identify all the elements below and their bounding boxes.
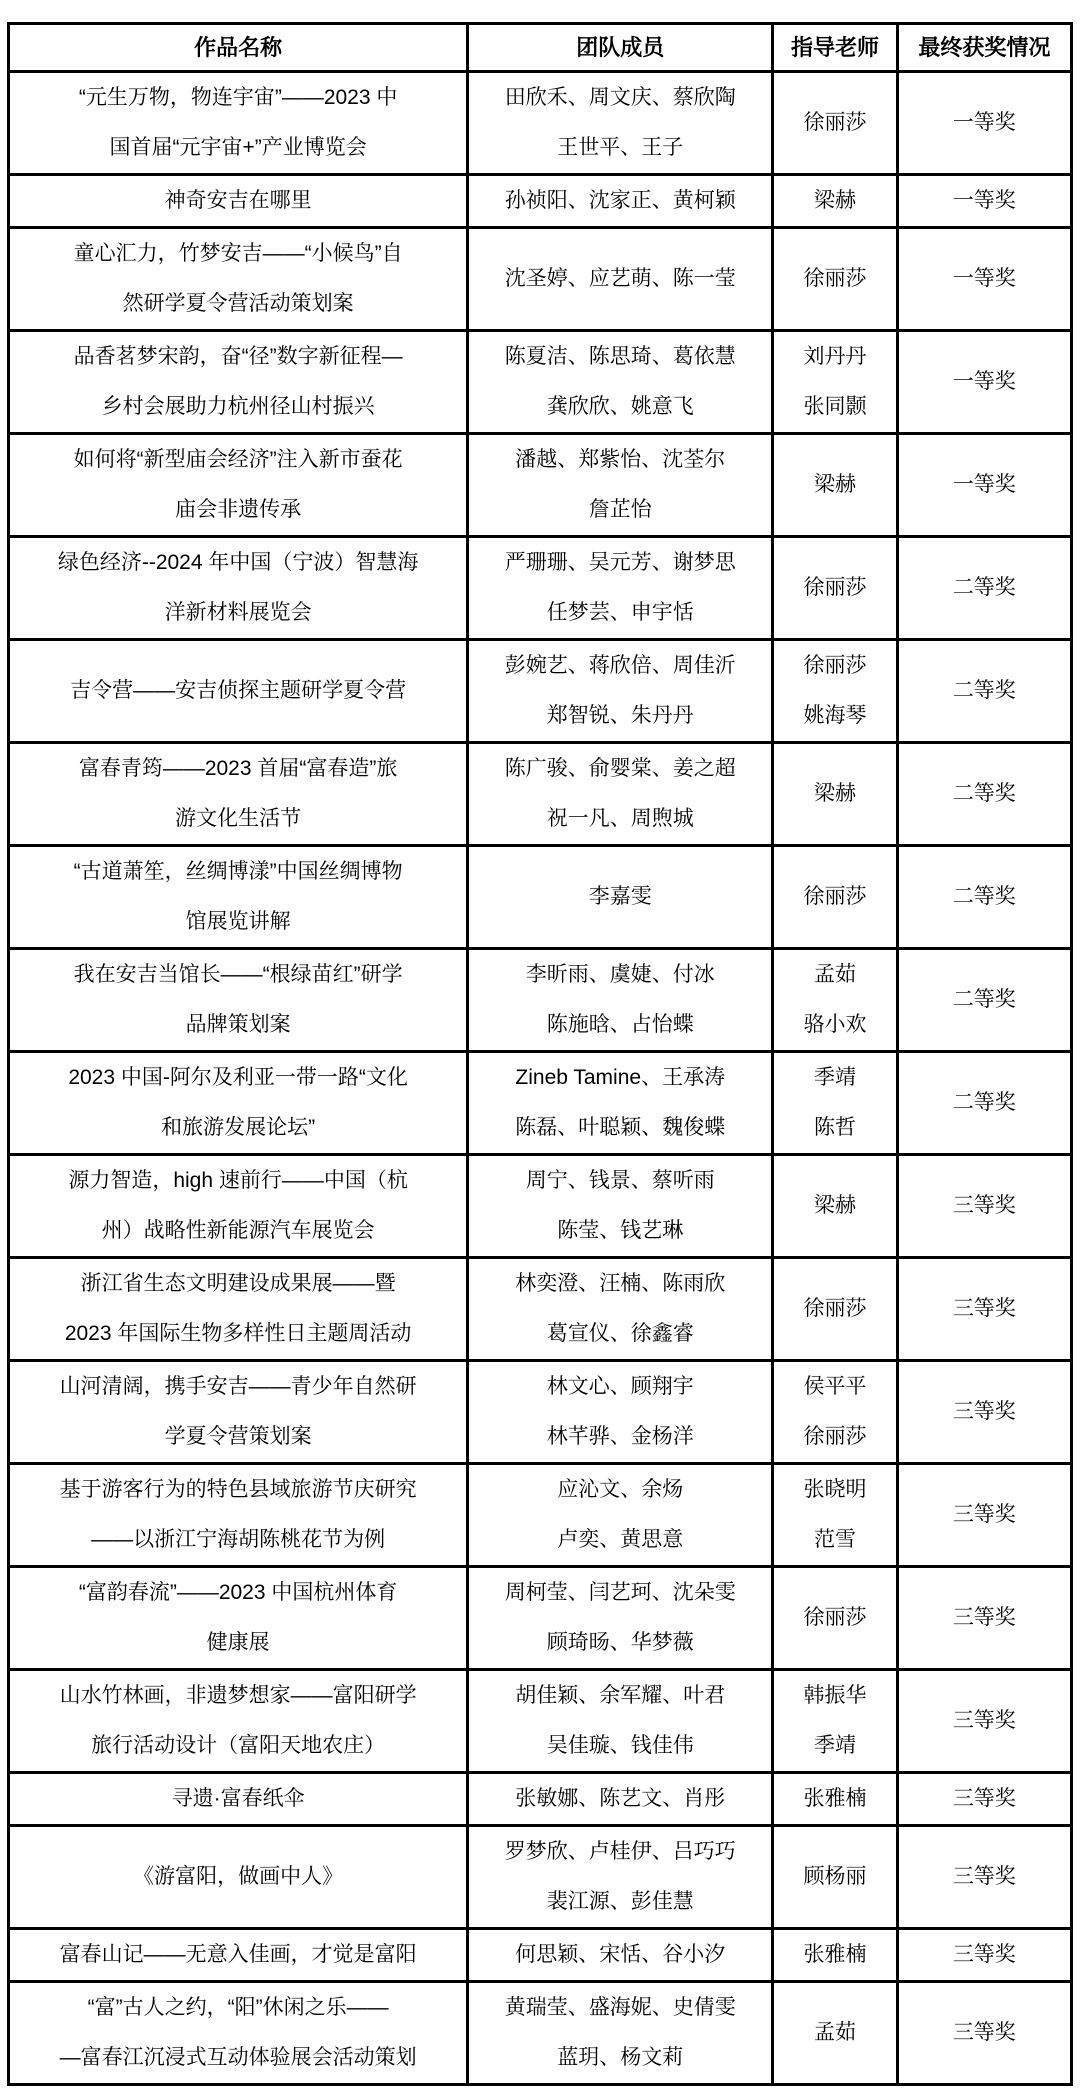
work-name-cell-line: 然研学夏令营活动策划案 [122, 292, 354, 315]
award-cell [897, 640, 1071, 743]
advisor-cell-line: 徐丽莎 [803, 1425, 867, 1448]
award-cell-line: 三等奖 [952, 1787, 1016, 1810]
advisor-cell [773, 72, 897, 175]
awards-table-header [9, 24, 1072, 72]
work-name-cell [9, 1982, 468, 2085]
team-members-cell [468, 1052, 773, 1155]
table-row [9, 1258, 1072, 1361]
table-row [9, 1929, 1072, 1982]
work-name-cell [9, 1361, 468, 1464]
work-name-cell-line: 基于游客行为的特色县域旅游节庆研究 [59, 1478, 417, 1501]
team-members-cell [468, 1826, 773, 1929]
team-members-cell [468, 228, 773, 331]
team-members-cell-line: 龚欣欣、姚意飞 [546, 395, 694, 418]
team-members-cell-line: 何思颖、宋恬、谷小汐 [515, 1943, 726, 1966]
award-cell-line: 三等奖 [952, 2021, 1016, 2044]
work-name-cell-line: 源力智造，high 速前行——中国（杭 [68, 1169, 408, 1192]
awards-table-body [9, 72, 1072, 2085]
award-cell [897, 1258, 1071, 1361]
team-members-cell-line: 祝一凡、周煦城 [546, 807, 694, 830]
awards-table [7, 22, 1073, 2086]
work-name-cell-line: 庙会非遗传承 [175, 498, 302, 521]
table-row [9, 1464, 1072, 1567]
award-cell [897, 228, 1071, 331]
team-members-cell-line: 胡佳颖、余军耀、叶君 [515, 1684, 726, 1707]
advisor-cell-line: 徐丽莎 [803, 267, 867, 290]
advisor-cell [773, 846, 897, 949]
work-name-cell-line: 富春青筠——2023 首届“富春造”旅 [78, 757, 398, 780]
table-row [9, 1567, 1072, 1670]
advisor-cell-line: 梁赫 [813, 1194, 856, 1217]
work-name-cell [9, 434, 468, 537]
work-name-cell-line: 乡村会展助力杭州径山村振兴 [101, 395, 375, 418]
work-name-cell-line: “古道萧笙，丝绸博漾”中国丝绸博物 [73, 860, 403, 883]
work-name-cell-line: 山河清阔，携手安吉——青少年自然研 [59, 1375, 417, 1398]
advisor-cell-line: 徐丽莎 [803, 1606, 867, 1629]
table-row [9, 1773, 1072, 1826]
team-members-cell-line: 潘越、郑紫怡、沈荃尔 [515, 448, 726, 471]
award-cell [897, 1670, 1071, 1773]
award-cell-line: 一等奖 [952, 111, 1016, 134]
award-cell [897, 949, 1071, 1052]
advisor-cell-line: 梁赫 [813, 189, 856, 212]
award-cell-line: 三等奖 [952, 1400, 1016, 1423]
table-row [9, 1155, 1072, 1258]
header-team-members: 团队成员 [468, 24, 773, 72]
team-members-cell [468, 1464, 773, 1567]
team-members-cell [468, 537, 773, 640]
team-members-cell-line: 应沁文、余炀 [557, 1478, 684, 1501]
table-row [9, 1052, 1072, 1155]
work-name-cell-line: 浙江省生态文明建设成果展——暨 [80, 1272, 396, 1295]
advisor-cell-line: 骆小欢 [803, 1013, 867, 1036]
team-members-cell-line: 陈莹、钱艺琳 [557, 1219, 684, 1242]
award-cell-line: 三等奖 [952, 1606, 1016, 1629]
award-cell-line: 二等奖 [952, 576, 1016, 599]
award-cell [897, 1155, 1071, 1258]
team-members-cell-line: 林芊骅、金杨洋 [546, 1425, 694, 1448]
advisor-cell-line: 陈哲 [813, 1116, 856, 1139]
advisor-cell-line: 张雅楠 [803, 1787, 867, 1810]
advisor-cell-line: 韩振华 [803, 1684, 867, 1707]
work-name-cell-line: “富韵春流”——2023 中国杭州体育 [78, 1581, 398, 1604]
award-cell [897, 72, 1071, 175]
work-name-cell-line: 洋新材料展览会 [164, 601, 312, 624]
award-cell [897, 331, 1071, 434]
work-name-cell [9, 1464, 468, 1567]
award-cell-line: 三等奖 [952, 1865, 1016, 1888]
team-members-cell-line: 李昕雨、虞婕、付冰 [525, 963, 715, 986]
work-name-cell-line: 如何将“新型庙会经济”注入新市蚕花 [73, 448, 403, 471]
advisor-cell [773, 331, 897, 434]
work-name-cell [9, 949, 468, 1052]
award-cell [897, 1773, 1071, 1826]
team-members-cell [468, 743, 773, 846]
team-members-cell-line: 严珊珊、吴元芳、谢梦思 [504, 551, 736, 574]
work-name-cell-line: 游文化生活节 [175, 807, 302, 830]
work-name-cell [9, 1155, 468, 1258]
team-members-cell [468, 1567, 773, 1670]
work-name-cell [9, 743, 468, 846]
award-cell [897, 1361, 1071, 1464]
team-members-cell [468, 949, 773, 1052]
award-cell-line: 二等奖 [952, 988, 1016, 1011]
work-name-cell [9, 1567, 468, 1670]
team-members-cell-line: 周柯莹、闫艺珂、沈朵雯 [504, 1581, 736, 1604]
team-members-cell-line: 葛宣仪、徐鑫睿 [546, 1322, 694, 1345]
work-name-cell [9, 331, 468, 434]
work-name-cell-line: 学夏令营策划案 [164, 1425, 312, 1448]
team-members-cell [468, 331, 773, 434]
advisor-cell [773, 743, 897, 846]
work-name-cell-line: 寻遗·富春纸伞 [171, 1787, 305, 1810]
award-cell [897, 537, 1071, 640]
advisor-cell [773, 1155, 897, 1258]
table-row [9, 1670, 1072, 1773]
advisor-cell [773, 949, 897, 1052]
table-row [9, 846, 1072, 949]
work-name-cell [9, 1929, 468, 1982]
work-name-cell-line: 品牌策划案 [185, 1013, 291, 1036]
work-name-cell [9, 175, 468, 228]
work-name-cell [9, 228, 468, 331]
team-members-cell-line: 王世平、王子 [557, 136, 684, 159]
team-members-cell-line: 罗梦欣、卢桂伊、吕巧巧 [504, 1840, 736, 1863]
team-members-cell [468, 1258, 773, 1361]
award-cell-line: 三等奖 [952, 1709, 1016, 1732]
work-name-cell-line: 健康展 [206, 1631, 270, 1654]
work-name-cell-line: 旅行活动设计（富阳天地农庄） [91, 1734, 386, 1757]
work-name-cell-line: 和旅游发展论坛” [161, 1116, 316, 1139]
award-cell [897, 743, 1071, 846]
advisor-cell-line: 张晓明 [803, 1478, 867, 1501]
team-members-cell-line: 彭婉艺、蒋欣倍、周佳沂 [504, 654, 736, 677]
award-cell-line: 一等奖 [952, 189, 1016, 212]
advisor-cell-line: 张同颢 [803, 395, 867, 418]
table-row [9, 331, 1072, 434]
advisor-cell [773, 1929, 897, 1982]
team-members-cell-line: 陈施晗、占怡蝶 [546, 1013, 694, 1036]
advisor-cell-line: 季靖 [813, 1734, 856, 1757]
award-cell [897, 1929, 1071, 1982]
award-cell-line: 三等奖 [952, 1503, 1016, 1526]
work-name-cell-line: ——以浙江宁海胡陈桃花节为例 [91, 1528, 386, 1551]
advisor-cell-line: 顾杨丽 [803, 1865, 867, 1888]
team-members-cell-line: 蓝玥、杨文莉 [557, 2046, 684, 2069]
award-cell-line: 一等奖 [952, 473, 1016, 496]
award-cell [897, 1464, 1071, 1567]
team-members-cell-line: 詹芷怡 [588, 498, 652, 521]
team-members-cell [468, 72, 773, 175]
table-row [9, 434, 1072, 537]
team-members-cell [468, 846, 773, 949]
advisor-cell-line: 孟茹 [813, 963, 856, 986]
award-cell-line: 二等奖 [952, 1091, 1016, 1114]
advisor-cell [773, 1258, 897, 1361]
work-name-cell-line: 2023 中国-阿尔及利亚一带一路“文化 [68, 1066, 408, 1089]
team-members-cell-line: 郑智锐、朱丹丹 [546, 704, 694, 727]
work-name-cell-line: 2023 年国际生物多样性日主题周活动 [64, 1322, 412, 1345]
team-members-cell-line: 孙祯阳、沈家正、黄柯颖 [504, 189, 736, 212]
award-cell-line: 一等奖 [952, 267, 1016, 290]
work-name-cell-line: 《游富阳，做画中人》 [133, 1865, 344, 1888]
advisor-cell-line: 张雅楠 [803, 1943, 867, 1966]
work-name-cell-line: “元生万物，物连宇宙”——2023 中 [78, 86, 398, 109]
work-name-cell-line: 山水竹林画，非遗梦想家——富阳研学 [59, 1684, 417, 1707]
advisor-cell-line: 姚海琴 [803, 704, 867, 727]
team-members-cell-line: 沈圣婷、应艺萌、陈一莹 [504, 267, 736, 290]
award-cell-line: 三等奖 [952, 1943, 1016, 1966]
team-members-cell-line: 裴江源、彭佳慧 [546, 1890, 694, 1913]
advisor-cell-line: 徐丽莎 [803, 1297, 867, 1320]
header-final-award: 最终获奖情况 [897, 24, 1071, 72]
work-name-cell-line: 绿色经济--2024 年中国（宁波）智慧海 [57, 551, 419, 574]
header-row [9, 24, 1072, 72]
advisor-cell-line: 徐丽莎 [803, 654, 867, 677]
award-cell-line: 三等奖 [952, 1297, 1016, 1320]
advisor-cell [773, 640, 897, 743]
advisor-cell [773, 1464, 897, 1567]
team-members-cell-line: 任梦芸、申宇恬 [546, 601, 694, 624]
advisor-cell [773, 1773, 897, 1826]
advisor-cell [773, 1052, 897, 1155]
work-name-cell-line: 品香茗梦宋韵，奋“径”数字新征程— [73, 345, 403, 368]
award-cell [897, 434, 1071, 537]
team-members-cell [468, 1361, 773, 1464]
table-row [9, 743, 1072, 846]
advisor-cell [773, 1670, 897, 1773]
team-members-cell-line: 吴佳璇、钱佳伟 [546, 1734, 694, 1757]
team-members-cell-line: 林文心、顾翔宇 [546, 1375, 694, 1398]
table-row [9, 175, 1072, 228]
team-members-cell-line: 林奕澄、汪楠、陈雨欣 [515, 1272, 726, 1295]
team-members-cell-line: 李嘉雯 [588, 885, 652, 908]
award-cell-line: 二等奖 [952, 782, 1016, 805]
team-members-cell-line: 陈夏洁、陈思琦、葛依慧 [504, 345, 736, 368]
advisor-cell [773, 1567, 897, 1670]
table-row [9, 228, 1072, 331]
team-members-cell-line: 陈广骏、俞婴棠、姜之超 [504, 757, 736, 780]
work-name-cell [9, 640, 468, 743]
award-cell [897, 846, 1071, 949]
award-cell-line: 三等奖 [952, 1194, 1016, 1217]
team-members-cell-line: 陈磊、叶聪颖、魏俊蝶 [515, 1116, 726, 1139]
work-name-cell [9, 72, 468, 175]
advisor-cell-line: 侯平平 [803, 1375, 867, 1398]
team-members-cell-line: 顾琦旸、华梦薇 [546, 1631, 694, 1654]
work-name-cell-line: 我在安吉当馆长——“根绿苗红”研学 [73, 963, 403, 986]
table-row [9, 537, 1072, 640]
advisor-cell [773, 175, 897, 228]
advisor-cell [773, 434, 897, 537]
work-name-cell [9, 1258, 468, 1361]
team-members-cell [468, 1670, 773, 1773]
work-name-cell-line: 馆展览讲解 [185, 910, 291, 933]
advisor-cell-line: 徐丽莎 [803, 576, 867, 599]
advisor-cell-line: 徐丽莎 [803, 885, 867, 908]
table-row [9, 72, 1072, 175]
team-members-cell-line: 黄瑞莹、盛海妮、史倩雯 [504, 1996, 736, 2019]
advisor-cell [773, 1826, 897, 1929]
work-name-cell [9, 1670, 468, 1773]
team-members-cell-line: 周宁、钱景、蔡听雨 [525, 1169, 715, 1192]
award-cell-line: 一等奖 [952, 370, 1016, 393]
work-name-cell [9, 1826, 468, 1929]
advisor-cell [773, 1361, 897, 1464]
team-members-cell [468, 1155, 773, 1258]
advisor-cell-line: 范雪 [813, 1528, 856, 1551]
team-members-cell [468, 175, 773, 228]
team-members-cell [468, 1929, 773, 1982]
advisor-cell [773, 537, 897, 640]
team-members-cell-line: 张敏娜、陈艺文、肖彤 [515, 1787, 726, 1810]
award-cell [897, 1567, 1071, 1670]
award-cell [897, 1052, 1071, 1155]
work-name-cell-line: 国首届“元宇宙+”产业博览会 [109, 136, 367, 159]
header-work-name: 作品名称 [9, 24, 468, 72]
work-name-cell-line: 富春山记——无意入佳画，才觉是富阳 [59, 1943, 417, 1966]
work-name-cell-line: “富”古人之约，“阳”休闲之乐—— [87, 1996, 389, 2019]
work-name-cell-line: 神奇安吉在哪里 [164, 189, 312, 212]
table-row [9, 1361, 1072, 1464]
award-cell-line: 二等奖 [952, 679, 1016, 702]
header-advisor: 指导老师 [773, 24, 897, 72]
award-cell [897, 175, 1071, 228]
advisor-cell-line: 徐丽莎 [803, 111, 867, 134]
advisor-cell-line: 季靖 [813, 1066, 856, 1089]
award-cell [897, 1982, 1071, 2085]
advisor-cell [773, 1982, 897, 2085]
work-name-cell [9, 1773, 468, 1826]
work-name-cell [9, 1052, 468, 1155]
advisor-cell-line: 梁赫 [813, 782, 856, 805]
work-name-cell-line: 州）战略性新能源汽车展览会 [101, 1219, 375, 1242]
table-row [9, 640, 1072, 743]
team-members-cell-line: Zineb Tamine、王承涛 [515, 1066, 726, 1089]
work-name-cell [9, 846, 468, 949]
advisor-cell-line: 刘丹丹 [803, 345, 867, 368]
team-members-cell [468, 434, 773, 537]
work-name-cell-line: 童心汇力，竹梦安吉——“小候鸟”自 [73, 242, 403, 265]
team-members-cell [468, 640, 773, 743]
team-members-cell-line: 卢奕、黄思意 [557, 1528, 684, 1551]
advisor-cell [773, 228, 897, 331]
advisor-cell-line: 梁赫 [813, 473, 856, 496]
work-name-cell-line: 吉令营——安吉侦探主题研学夏令营 [70, 679, 407, 702]
work-name-cell [9, 537, 468, 640]
team-members-cell [468, 1773, 773, 1826]
table-row [9, 1826, 1072, 1929]
advisor-cell-line: 孟茹 [813, 2021, 856, 2044]
team-members-cell-line: 田欣禾、周文庆、蔡欣陶 [504, 86, 736, 109]
table-row [9, 1982, 1072, 2085]
award-cell-line: 二等奖 [952, 885, 1016, 908]
work-name-cell-line: —富春江沉浸式互动体验展会活动策划 [59, 2046, 417, 2069]
table-row [9, 949, 1072, 1052]
team-members-cell [468, 1982, 773, 2085]
award-cell [897, 1826, 1071, 1929]
